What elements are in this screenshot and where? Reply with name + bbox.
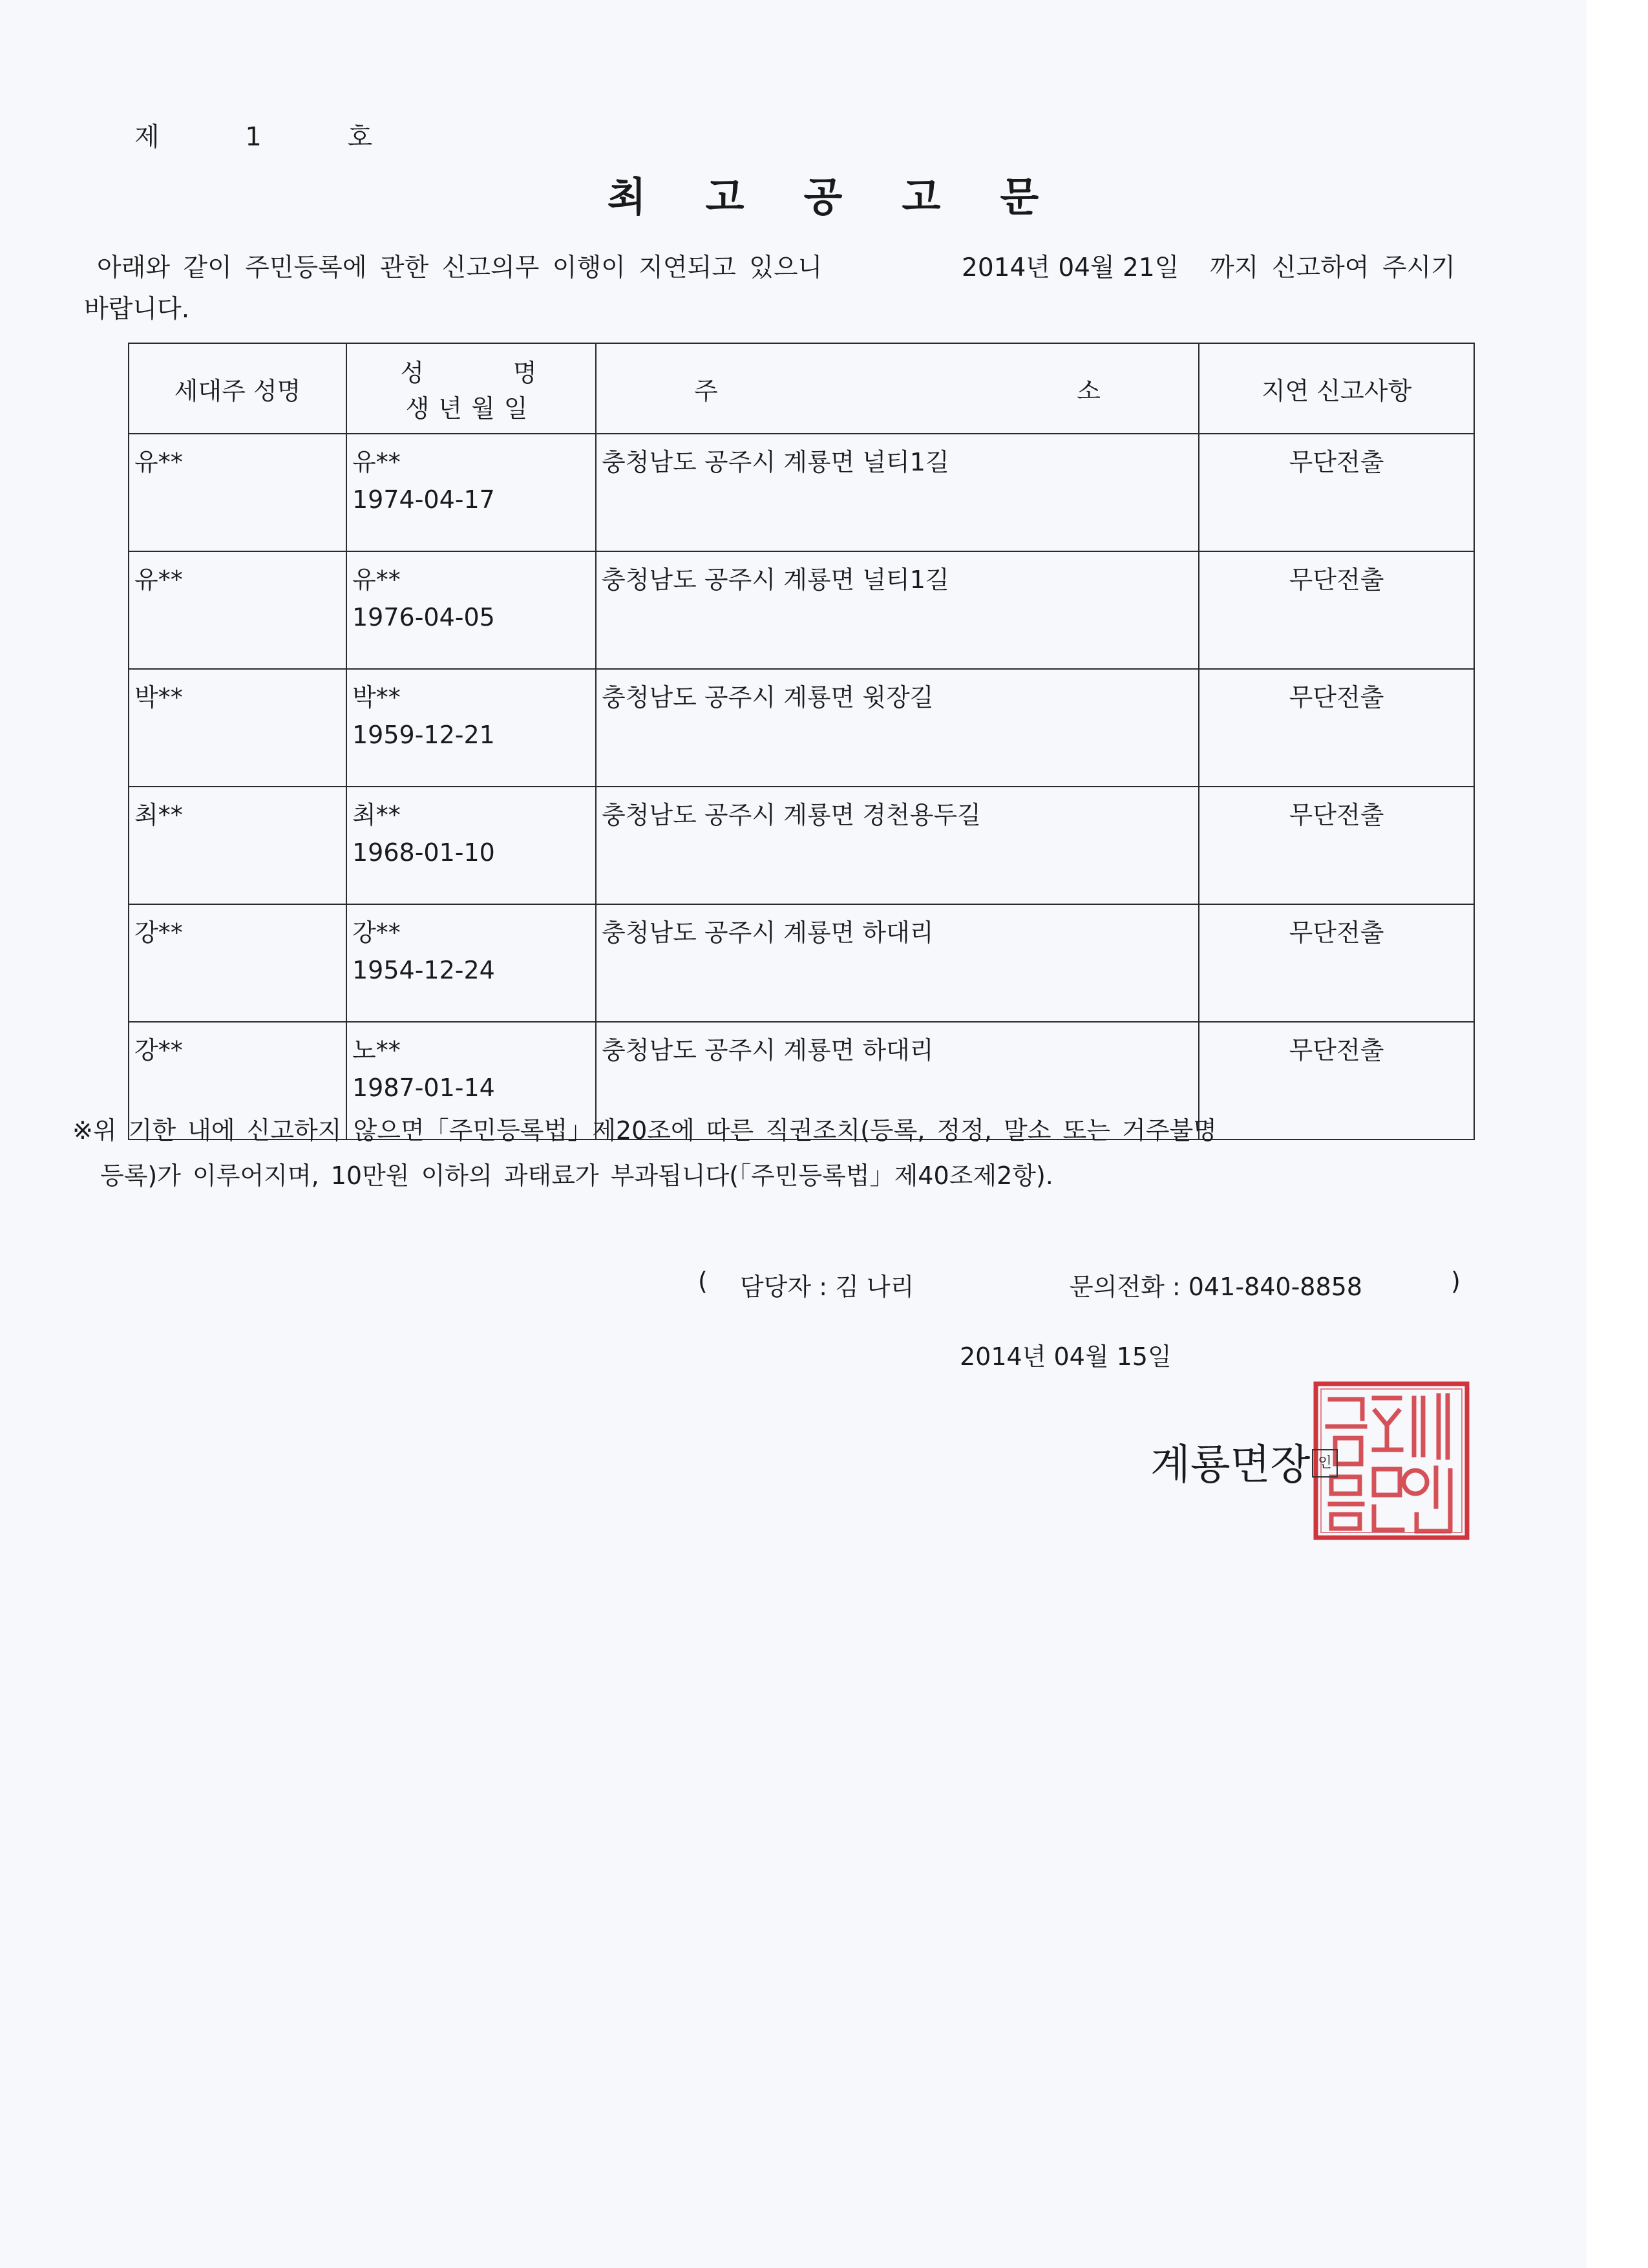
intro-line-1: 아래와 같이 주민등록에 관한 신고의무 이행이 지연되고 있으니 (97, 253, 823, 282)
cell-address (596, 434, 1199, 551)
table-header-row (129, 343, 1474, 434)
address-text: 충청남도 공주시 계룡면 윗장길 (602, 683, 934, 712)
notice-line-2: 등록)가 이루어지며, 10만원 이하의 과태료가 부과됩니다(「주민등록법」제40조제2항). (100, 1161, 1053, 1190)
header-name: 성 명 (400, 359, 542, 387)
birth-date: 1987-01-14 (352, 1074, 495, 1102)
status-text: 무단전출 (1289, 566, 1384, 594)
address-text: 충청남도 공주시 계룡면 하대리 (602, 1036, 934, 1065)
status-text: 무단전출 (1289, 918, 1384, 947)
header-birth: 생년월일 (405, 394, 537, 423)
cell-status (1199, 1022, 1474, 1139)
householder-name: 최** (134, 801, 183, 829)
header-address (596, 343, 1199, 434)
cell-status (1199, 669, 1474, 787)
cell-address (596, 904, 1199, 1022)
status-text: 무단전출 (1289, 1036, 1384, 1065)
issue-date: 2014년 04월 15일 (960, 1342, 1172, 1371)
birth-date: 1959-12-21 (352, 721, 495, 749)
scan-edge (1587, 0, 1648, 2268)
cell-householder (129, 434, 346, 551)
cell-status (1199, 787, 1474, 904)
intro-line-2: 바랍니다. (84, 295, 190, 324)
cell-address (596, 551, 1199, 669)
table-row (129, 669, 1474, 787)
status-text: 무단전출 (1289, 801, 1384, 829)
resident-name: 강** (352, 918, 401, 947)
address-text: 충청남도 공주시 계룡면 하대리 (602, 918, 934, 947)
birth-date: 1976-04-05 (352, 603, 495, 631)
doc-number-prefix: 제 (134, 122, 160, 152)
cell-householder (129, 787, 346, 904)
resident-name: 유** (352, 448, 401, 476)
doc-number-value: 1 (245, 122, 262, 152)
cell-status (1199, 904, 1474, 1022)
resident-name: 노** (352, 1036, 401, 1065)
cell-householder (129, 669, 346, 787)
cell-address (596, 787, 1199, 904)
notice-line-1: ※위 기한 내에 신고하지 않으면「주민등록법」제20조에 따른 직권조치(등록, 정정, 말소 또는 거주불명 (72, 1116, 1217, 1145)
document-number (134, 116, 372, 153)
cell-name-birth (346, 551, 596, 669)
header-name-birth (346, 343, 596, 434)
householder-name: 강** (134, 1036, 183, 1065)
table-row (129, 551, 1474, 669)
contact-phone: 문의전화 : 041-840-8858 (1070, 1273, 1362, 1301)
cell-address (596, 669, 1199, 787)
contact-close-paren: ) (1451, 1267, 1461, 1295)
householder-name: 유** (134, 448, 183, 476)
header-householder: 세대주 성명 (129, 343, 346, 434)
intro-deadline: 2014년 04월 21일 (962, 253, 1179, 282)
resident-name: 박** (352, 683, 401, 712)
header-address-a: 주 (694, 376, 718, 405)
address-text: 충청남도 공주시 계룡면 널티1길 (602, 566, 949, 594)
cell-name-birth (346, 904, 596, 1022)
resident-name: 유** (352, 566, 401, 594)
birth-date: 1974-04-17 (352, 485, 495, 514)
cell-householder (129, 904, 346, 1022)
householder-name: 유** (134, 566, 183, 594)
header-status: 지연 신고사항 (1199, 343, 1474, 434)
resident-name: 최** (352, 801, 401, 829)
table-row (129, 904, 1474, 1022)
cell-status (1199, 551, 1474, 669)
table-row (129, 434, 1474, 551)
status-text: 무단전출 (1289, 683, 1384, 712)
cell-name-birth (346, 787, 596, 904)
doc-number-suffix: 호 (347, 122, 373, 152)
address-text: 충청남도 공주시 계룡면 널티1길 (602, 448, 949, 476)
address-text: 충청남도 공주시 계룡면 경천용두길 (602, 801, 981, 829)
document-title: 최고공고문 (607, 173, 1099, 220)
header-address-b: 소 (1077, 376, 1101, 405)
birth-date: 1954-12-24 (352, 956, 495, 984)
table-row (129, 787, 1474, 904)
contact-person: 담당자 : 김 나리 (740, 1273, 914, 1301)
seal-mark-box: 인 (1312, 1449, 1338, 1478)
cell-name-birth (346, 434, 596, 551)
contact-open-paren: ( (698, 1267, 708, 1295)
cell-status (1199, 434, 1474, 551)
official-title: 계룡면장 (1150, 1441, 1311, 1489)
householder-name: 강** (134, 918, 183, 947)
birth-date: 1968-01-10 (352, 838, 495, 867)
intro-line-1-end: 까지 신고하여 주시기 (1210, 253, 1455, 282)
householder-name: 박** (134, 683, 183, 712)
cell-name-birth (346, 669, 596, 787)
status-text: 무단전출 (1289, 448, 1384, 476)
cell-householder (129, 551, 346, 669)
overdue-report-table (128, 343, 1475, 1140)
